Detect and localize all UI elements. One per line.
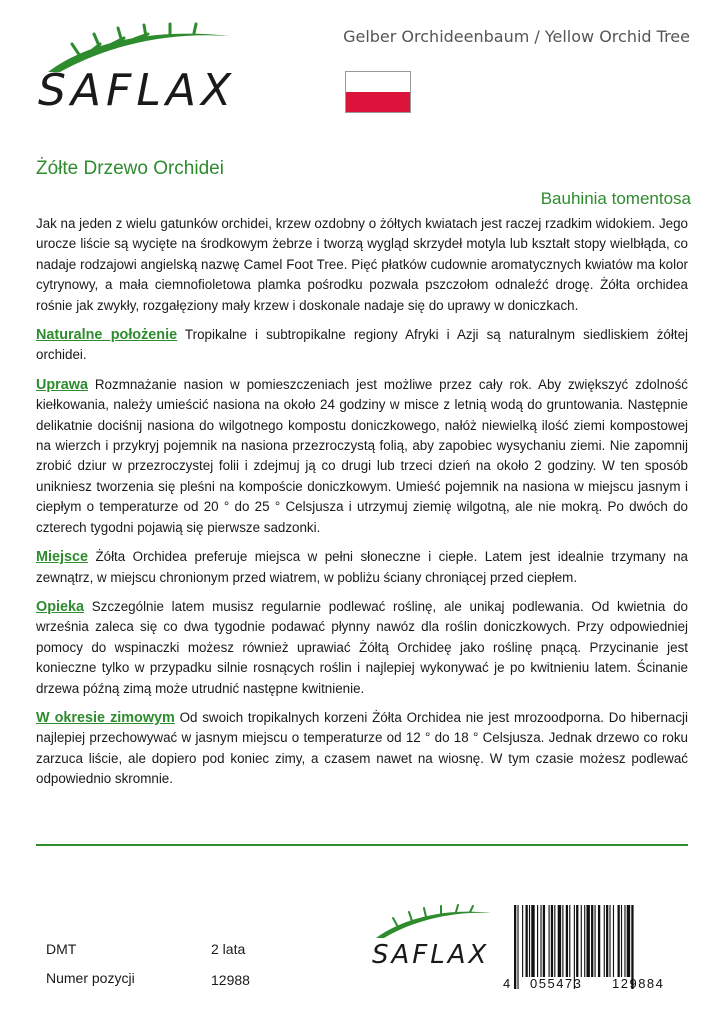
- intro-paragraph: Jak na jeden z wielu gatunków orchidei, krzew ozdobny o żółtych kwiatach jest raczej rzadkim widokiem. Jego urocze liście są wycięte na środkowym żebrze i tworzą wygląd skrzydeł motyla lub kształt stopy wielbłąda, co nadaje rodzajowi angielską nazwę Camel Foot Tree. Pięć płatków cudownie aromatycznych kwiatów ma kolor cytrynowy, a mała ciemnofioletowa plamka pośrodku pozwala pszczołom odnaleźć drogę. Żółta orchidea rośnie jak zwykły, rozgałęziony mały krzew i doskonale nadaje się do uprawy w doniczkach.: [36, 216, 688, 313]
- dmt-value: 2 lata: [211, 941, 246, 957]
- brand-wordmark: SAFLAX: [38, 65, 237, 116]
- saflax-logo-small: [366, 904, 496, 974]
- brand-wordmark: SAFLAX: [372, 940, 490, 970]
- barcode-first-digit: 4: [503, 976, 511, 991]
- description-body: [36, 214, 688, 799]
- barcode-left-digits: 055473: [530, 976, 583, 991]
- section-heading: Naturalne położenie: [36, 327, 178, 344]
- item-number-label: Numer pozycji: [46, 970, 135, 986]
- poland-flag-icon: [345, 71, 411, 113]
- section-natural-habitat: [36, 325, 688, 366]
- dmt-label: DMT: [46, 941, 77, 957]
- section-text: Tropikalne i subtropikalne regiony Afryki i Azji są naturalnym siedliskiem żółtej orchidei.: [36, 327, 688, 363]
- section-heading: Opieka: [36, 598, 84, 615]
- item-number-value: 12988: [211, 972, 250, 988]
- section-cultivation: [36, 375, 688, 538]
- section-text: Szczególnie latem musisz regularnie podlewać roślinę, ale unikaj podlewania. Od kwietnia do września zaleca się co dwa tygodnie podawać płynny nawóz dla roślin doniczkowych. Przy odpowiedniej pomocy do wspinaczki możesz również uprawiać Żółtą Orchideę jako roślinę pnącą. Przycinanie jest konieczne tylko w przypadku silnie rosnących roślin i najlepiej wykonywać je po kwitnieniu latem. Ścinanie drzewa późną zimą może utrudnić następne kwitnienie.: [36, 598, 688, 696]
- section-heading: Uprawa: [36, 376, 88, 393]
- section-care: [36, 597, 688, 699]
- section-heading: W okresie zimowym: [36, 709, 175, 726]
- section-location: [36, 547, 688, 588]
- saflax-logo: [30, 22, 240, 122]
- product-title: Żółte Drzewo Orchidei: [36, 158, 224, 179]
- section-heading: Miejsce: [36, 549, 88, 566]
- section-text: Rozmnażanie nasion w pomieszczeniach jest możliwe przez cały rok. Aby zwiększyć zdolność kiełkowania, należy umieścić nasiona na około 24 godziny w misce z letnią wodą do gruntowania. Następnie delikatnie dociśnij nasiona do wilgotnego kompostu doniczkowego, nałóż niewielką ilość ziemi kompostowej na wierzch i przykryj pojemnik na nasiona przezroczystą folią, aby zapobiec wysychaniu ziemi. Nie zapomnij zrobić dziur w przezroczystej folii i zdejmuj ją co drugi lub trzeci dzień na około 2 godziny. W ten sposób unikniesz tworzenia się pleśni na kompoście doniczkowym. Umieść pojemnik na nasiona w miejscu jasnym i ciepłym o temperaturze od 20 ° do 25 ° Celsjusza i utrzymuj ziemię wilgotną, ale nie mokrą. Po dwóch do czterech tygodni pojawią się pierwsze sadzonki.: [36, 376, 688, 535]
- barcode-right-digits: 129884: [612, 976, 665, 991]
- section-text: Od swoich tropikalnych korzeni Żółta Orchidea nie jest mrozoodporna. Do hibernacji najlepiej przechowywać w jasnym miejscu o temperaturze od 12 ° do 18 ° Celsjusza. Jednak drzewo co roku zarzuca liście, ale dopiero pod koniec zimy, a czasem nawet na wiosnę. W tym czasie możesz podlewać odpowiednio skromnie.: [36, 709, 688, 787]
- divider: [36, 844, 688, 846]
- section-winter: [36, 708, 688, 790]
- latin-name: Bauhinia tomentosa: [540, 189, 691, 208]
- leaf-swoosh-icon: [366, 904, 496, 944]
- section-text: Żółta Orchidea preferuje miejsca w pełni słoneczne i ciepłe. Latem jest idealnie trzymany na zewnątrz, w miejscu chronionym przed wiatrem, w pobliżu ściany chroniącej przed ciepłem.: [36, 549, 688, 585]
- header-title: Gelber Orchideenbaum / Yellow Orchid Tree: [343, 27, 690, 46]
